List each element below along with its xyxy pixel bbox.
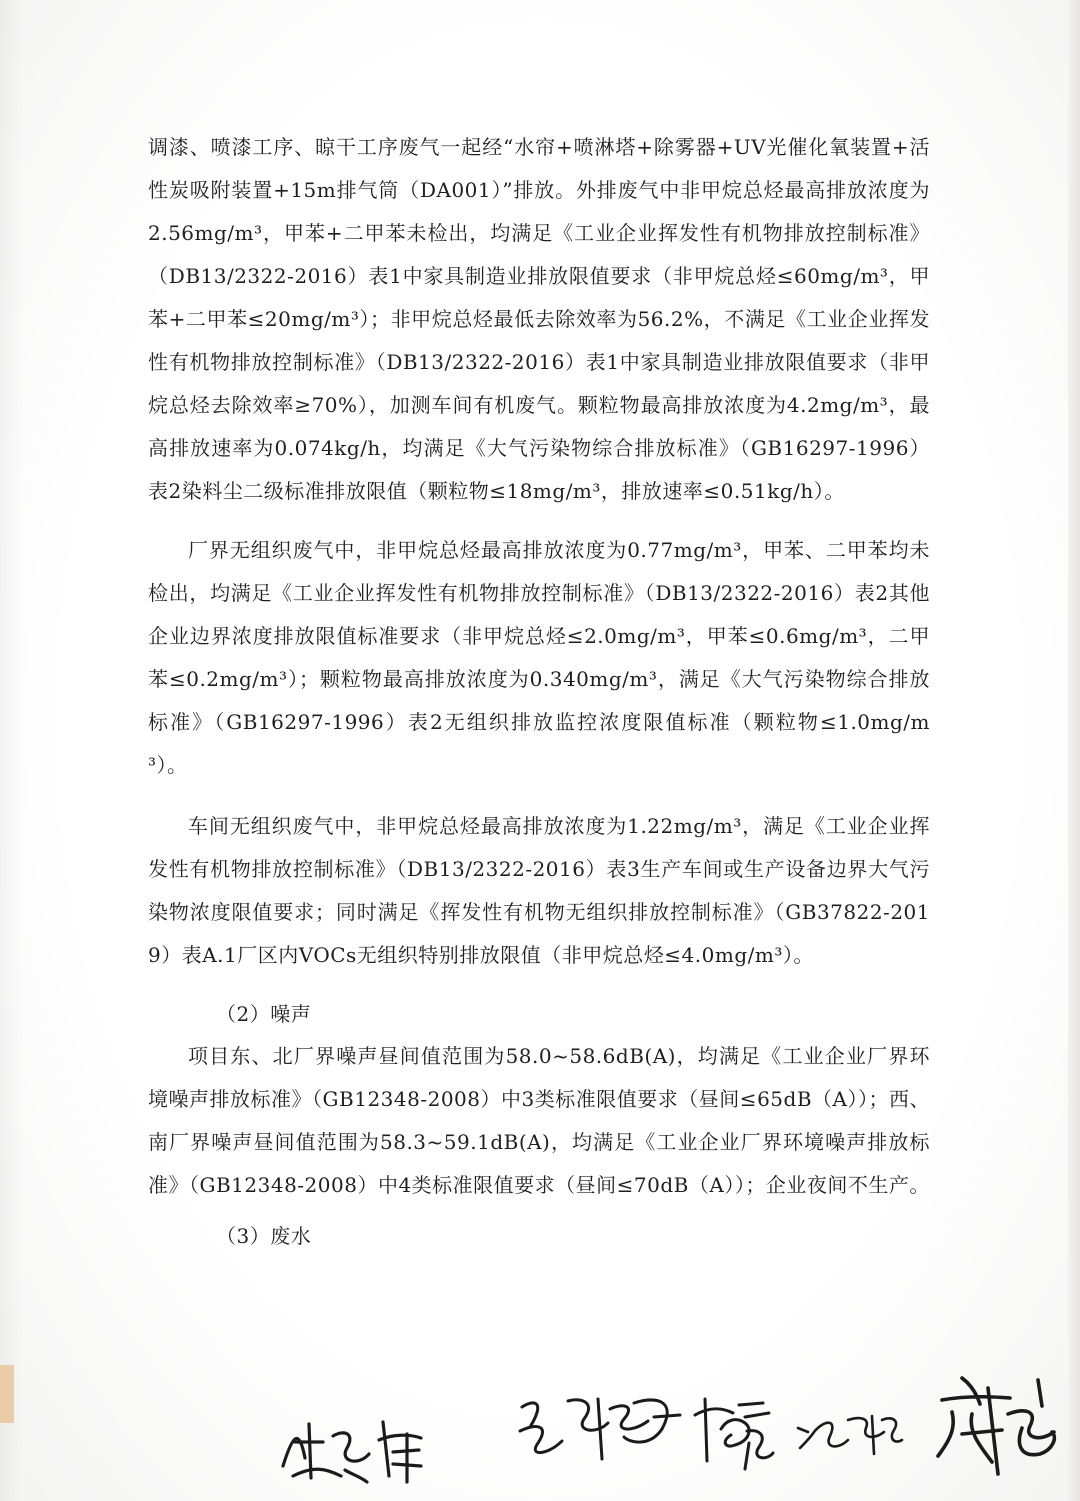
right-edge-shadow	[1068, 0, 1080, 1501]
air-emission-paragraph: 调漆、喷漆工序、晾干工序废气一起经“水帘+喷淋塔+除雾器+UV光催化氧装置+活性炭吸附装置+15m排气筒（DA001）”排放。外排废气中非甲烷总烃最高排放浓度为2.56mg/m³，甲苯+二甲苯未检出，均满足《工业企业挥发性有机物排放控制标准》（DB13/2322-2016）表1中家具制造业排放限值要求（非甲烷总烃≤60mg/m³，甲苯+二甲苯≤20mg/m³）；非甲烷总烃最低去除效率为56.2%，不满足《工业企业挥发性有机物排放控制标准》（DB13/2322-2016）表1中家具制造业排放限值要求（非甲烷总烃去除效率≥70%），加测车间有机废气。颗粒物最高排放浓度为4.2mg/m³，最高排放速率为0.074kg/h，均满足《大气污染物综合排放标准》（GB16297-1996）表2染料尘二级标准排放限值（颗粒物≤18mg/m³，排放速率≤0.51kg/h）。	[148, 135, 930, 503]
signature-zhao-dongfeng	[275, 1394, 435, 1486]
paragraph-gap	[148, 513, 930, 529]
wastewater-section-heading: （3）废水	[216, 1224, 312, 1248]
paragraph-gap	[148, 787, 930, 805]
fugitive-boundary-paragraph: 厂界无组织废气中，非甲烷总烃最高排放浓度为0.77mg/m³，甲苯、二甲苯均未检出，均满足《工业企业挥发性有机物排放控制标准》（DB13/2322-2016）表2其他企业边界浓度排放限值标准要求（非甲烷总烃≤2.0mg/m³，甲苯≤0.6mg/m³，二甲苯≤0.2mg/m³）；颗粒物最高排放浓度为0.340mg/m³，满足《大气污染物综合排放标准》（GB16297-1996）表2无组织排放监控浓度限值标准（颗粒物≤1.0mg/m³）。	[148, 538, 930, 777]
handwritten-signatures	[0, 1380, 1080, 1501]
signature-zhang-qing	[687, 1389, 777, 1475]
signature-feng-jinyan	[790, 1402, 905, 1462]
noise-section-heading: （2）噪声	[216, 1002, 312, 1026]
section-gap	[148, 1207, 930, 1215]
signature-guo-lei	[928, 1370, 1068, 1482]
paragraph-gap	[148, 977, 930, 993]
signature-zhang-xiaoxu	[510, 1385, 690, 1471]
noise-paragraph: 项目东、北厂界噪声昼间值范围为58.0~58.6dB(A)，均满足《工业企业厂界环境噪声排放标准》（GB12348-2008）中3类标准限值要求（昼间≤65dB（A））；西、南厂界噪声昼间值范围为58.3~59.1dB(A)，均满足《工业企业厂界环境噪声排放标准》（GB12348-2008）中4类标准限值要求（昼间≤70dB（A））；企业夜间不生产。	[148, 1044, 930, 1197]
workshop-fugitive-paragraph: 车间无组织废气中，非甲烷总烃最高排放浓度为1.22mg/m³，满足《工业企业挥发性有机物排放控制标准》（DB13/2322-2016）表3生产车间或生产设备边界大气污染物浓度限值要求；同时满足《挥发性有机物无组织排放控制标准》（GB37822-2019）表A.1厂区内VOCs无组织特别排放限值（非甲烷总烃≤4.0mg/m³）。	[148, 814, 930, 967]
